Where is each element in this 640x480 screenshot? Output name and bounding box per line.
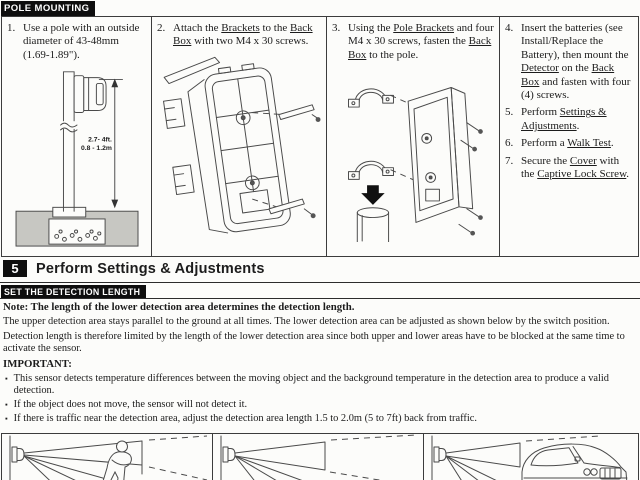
detection-beams — [235, 442, 339, 480]
pole-clamp-top — [348, 89, 393, 107]
detection-length-notes — [3, 301, 637, 427]
bullet-text-2: If the object does not move, the sensor will not detect it. — [13, 399, 248, 411]
detection-beams — [24, 441, 160, 480]
set-detection-length-header — [1, 285, 146, 299]
step-4 — [505, 22, 634, 102]
bullet-item — [5, 413, 637, 425]
step-4-text: Insert the batteries (see Install/Replace the Battery), then mount the Detector on the Back Box and fasten with four (4) screws. — [521, 22, 631, 102]
step-5-text: Perform Settings & Adjustments. — [521, 106, 607, 132]
pole-mounting-header-label: POLE MOUNTING — [4, 3, 90, 14]
step-7 — [505, 155, 634, 182]
ground-foundation — [16, 208, 138, 247]
pole-bracket-mounting-diagram — [335, 66, 493, 242]
divider-line — [0, 298, 640, 299]
beam-dashed-top — [526, 436, 600, 441]
step-7-number: 7. — [505, 154, 514, 167]
detection-area-diagram-strip — [1, 433, 639, 480]
detection-panel-area — [213, 434, 424, 480]
bullet-item — [5, 399, 637, 411]
pole-clamp-bottom — [348, 161, 393, 179]
sensor-icon — [434, 447, 446, 462]
step-7-text: Secure the Cover with the Captive Lock Screw. — [521, 154, 630, 181]
sensor-icon — [12, 447, 24, 462]
set-detection-length-label: SET THE DETECTION LENGTH — [4, 287, 141, 297]
note-paragraph-1: The upper detection area stays parallel to the ground at all times. The lower detection area can be adjusted as shown below by the switch position. — [3, 315, 610, 327]
step-5-number: 5. — [505, 106, 514, 119]
step-cell-4 — [500, 17, 638, 256]
walking-person — [99, 441, 131, 480]
pole-mounting-steps-table — [1, 16, 639, 257]
detection-beams — [446, 443, 524, 480]
down-arrow-icon — [361, 186, 384, 206]
detection-panel-car — [424, 434, 638, 480]
bullet-icon: ▪ — [5, 400, 8, 410]
important-label: IMPORTANT: — [3, 358, 72, 371]
important-bullet-list — [3, 373, 637, 425]
step-cell-2 — [152, 17, 327, 256]
note-line: Note: The length of the lower detection area determines the detection length. — [3, 301, 355, 313]
bullet-text-3: If there is traffic near the detection area, adjust the detection area length 1.5 to 2.0m (5 to 7ft) back from traffic. — [13, 412, 477, 424]
step-4-number: 4. — [505, 22, 514, 34]
step-3-number: 3. — [332, 22, 341, 34]
step-cell-3 — [327, 17, 500, 256]
section-title: Perform Settings & Adjustments — [36, 260, 265, 277]
step-5 — [505, 106, 634, 133]
height-label-line1: 2.7- 4ft. — [87, 136, 112, 144]
section-5-heading — [3, 260, 265, 277]
step-3-text: Using the Pole Brackets and four M4 x 30 screws, fasten the Back Box to the pole. — [348, 22, 494, 61]
step-1-number: 1. — [7, 22, 16, 34]
bullet-icon: ▪ — [5, 413, 8, 423]
step-6-number: 6. — [505, 137, 514, 150]
step-2 — [157, 22, 322, 49]
back-box-on-pole — [408, 88, 473, 223]
bullet-item — [5, 373, 637, 398]
note-paragraph-2: Detection length is therefore limited by the length of the lower detection area since both upper and lower areas have to be blocked at the same time to activate the sensor. — [3, 330, 625, 354]
pole-height-diagram — [10, 66, 145, 248]
car-drawing — [522, 444, 627, 480]
bullet-text-1: This sensor detects temperature differences between the moving object and the background temperature in the detection area to produce a valid detection. — [13, 372, 609, 397]
divider-line — [0, 282, 640, 283]
detector-on-pole — [74, 76, 106, 113]
step-6 — [505, 137, 634, 150]
step-1-text: Use a pole with an outside diameter of 43-48mm (1.69-1.89"). — [23, 22, 140, 61]
step-6-text: Perform a Walk Test. — [521, 137, 614, 150]
beam-dashed-bottom — [149, 467, 207, 480]
pole-mounting-header — [1, 1, 95, 16]
step-cell-1 — [2, 17, 152, 256]
beam-dashed-top — [149, 436, 207, 440]
detection-panel-person — [2, 434, 213, 480]
sensor-icon — [223, 447, 235, 462]
beam-dashed-bottom — [330, 472, 416, 480]
height-label-line2: 0.8 - 1.2m — [80, 145, 112, 153]
step-1 — [7, 22, 147, 62]
bullet-icon: ▪ — [5, 373, 8, 383]
backbox-brackets-diagram — [159, 53, 321, 243]
pole-cylinder — [357, 208, 388, 242]
beam-dashed-top — [331, 435, 416, 440]
section-number-badge: 5 — [3, 260, 27, 277]
step-2-number: 2. — [157, 22, 166, 34]
step-3 — [332, 22, 495, 62]
step-2-text: Attach the Brackets to the Back Box with two M4 x 30 screws. — [173, 22, 313, 48]
